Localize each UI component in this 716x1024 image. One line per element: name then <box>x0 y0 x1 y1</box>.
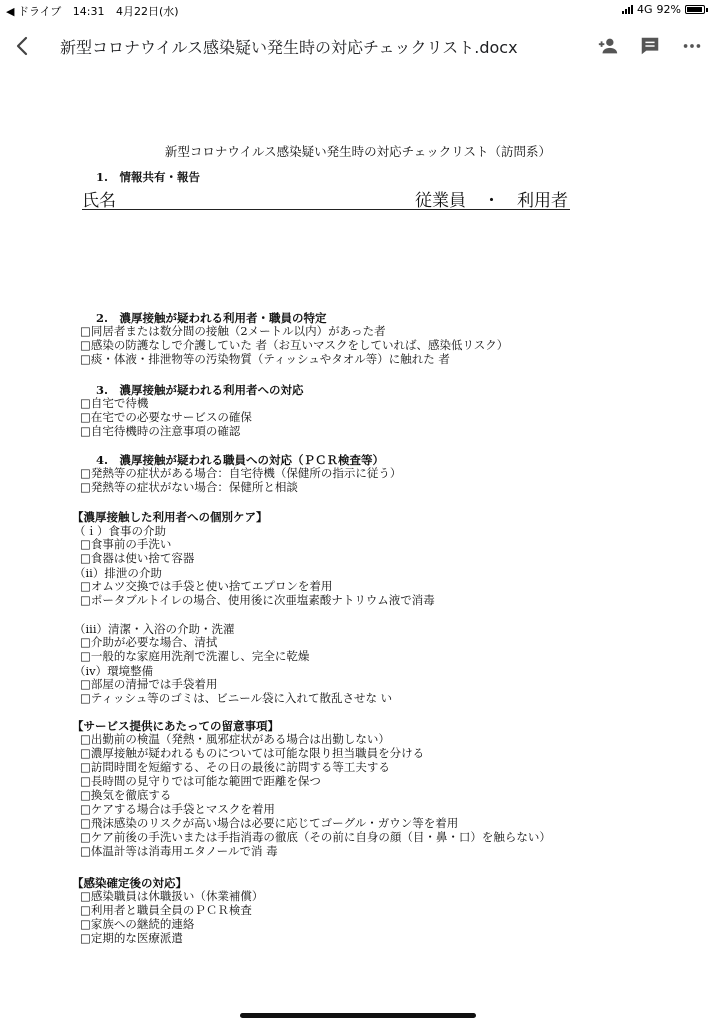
share-button[interactable] <box>594 32 622 60</box>
checklist-item: □感染の防護なしで介護していた 者（お互いマスクをしていれば、感染低リスク） <box>80 338 509 352</box>
signal-icon <box>622 5 633 14</box>
checklist-item: □痰・体液・排泄物等の汚染物質（ティッシュやタオル等）に触れた 者 <box>80 352 450 366</box>
checklist-item: □ティッシュ等のゴミは、ビニール袋に入れて散乱させな い <box>80 691 393 705</box>
roles-label: 従業員 ・ 利用者 <box>415 191 568 211</box>
checklist-item: □ケアする場合は手袋とマスクを着用 <box>80 802 275 816</box>
checklist-item: □ケア前後の手洗いまたは手指消毒の徹底（その前に自身の顔（目・鼻・口）を触らない） <box>80 830 551 844</box>
person-add-icon <box>597 35 619 57</box>
battery-icon <box>685 5 705 14</box>
checklist-item: □食事前の手洗い <box>80 537 172 551</box>
document-heading: 新型コロナウイルス感染疑い発生時の対応チェックリスト（訪問系） <box>164 144 552 159</box>
after-section-title: 【感染確定後の対応】 <box>72 876 187 890</box>
checklist-item: □発熱等の症状がない場合：保健所と相談 <box>80 480 298 494</box>
checklist-item: □自宅で待機 <box>80 396 149 410</box>
app-header <box>0 20 716 72</box>
checklist-item: □家族への継続的連絡 <box>80 917 195 931</box>
checklist-item: □濃厚接触が疑われるものについては可能な限り担当職員を分ける <box>80 746 425 760</box>
care-subheading: （iv）環境整備 <box>74 664 154 678</box>
battery-percent: 92% <box>656 3 681 16</box>
battery-cap <box>706 8 708 12</box>
checklist-item: □介助が必要な場合、清拭 <box>80 635 218 649</box>
checklist-item: □訪問時間を短縮する、その日の最後に訪問する等工夫する <box>80 760 390 774</box>
care-section-title: 【濃厚接触した利用者への個別ケア】 <box>72 510 268 524</box>
section3-title: 3. 濃厚接触が疑われる利用者への対応 <box>96 383 304 397</box>
more-horizontal-icon <box>681 35 703 57</box>
checklist-item: □体温計等は消毒用エタノールで消 毒 <box>80 844 278 858</box>
checklist-item: □一般的な家庭用洗剤で洗濯し、完全に乾燥 <box>80 649 310 663</box>
checklist-item: □食器は使い捨て容器 <box>80 551 195 565</box>
care-subheading: （ii）排泄の介助 <box>74 566 162 580</box>
comment-icon <box>639 35 661 57</box>
back-button[interactable] <box>8 32 36 60</box>
service-section-title: 【サービス提供にあたっての留意事項】 <box>72 719 279 733</box>
name-field-row <box>82 185 570 210</box>
checklist-item: □換気を徹底する <box>80 788 172 802</box>
status-date: 4月22日(水) <box>116 5 179 18</box>
section2-title: 2. 濃厚接触が疑われる利用者・職員の特定 <box>96 311 327 325</box>
name-label: 氏名 <box>82 191 116 211</box>
network-type: 4G <box>637 3 653 16</box>
status-bar <box>0 0 716 20</box>
care-subheading: （iii）清潔・入浴の介助・洗濯 <box>74 622 235 636</box>
checklist-item: □自宅待機時の注意事項の確認 <box>80 424 241 438</box>
home-indicator[interactable] <box>240 1013 476 1018</box>
checklist-item: □定期的な医療派遣 <box>80 931 183 945</box>
checklist-item: □オムツ交換では手袋と使い捨てエプロンを着用 <box>80 579 333 593</box>
checklist-item: □長時間の見守りでは可能な範囲で距離を保つ <box>80 774 321 788</box>
document-page <box>0 72 716 1024</box>
checklist-item: □出勤前の検温（発熱・風邪症状がある場合は出勤しない） <box>80 732 390 746</box>
section4-title: 4. 濃厚接触が疑われる職員への対応（ＰＣＲ検査等） <box>96 453 385 467</box>
checklist-item: □ポータブルトイレの場合、使用後に次亜塩素酸ナトリウム液で消毒 <box>80 593 435 607</box>
back-to-app-link[interactable]: ◀ ドライブ <box>6 5 62 18</box>
checklist-item: □部屋の清掃では手袋着用 <box>80 677 218 691</box>
more-options-button[interactable] <box>678 32 706 60</box>
checklist-item: □利用者と職員全員のＰＣＲ検査 <box>80 903 252 917</box>
chevron-left-icon <box>15 36 29 56</box>
checklist-item: □発熱等の症状がある場合：自宅待機（保健所の指示に従う） <box>80 466 402 480</box>
document-title: 新型コロナウイルス感染疑い発生時の対応チェックリスト.docx <box>60 38 518 57</box>
status-time: 14:31 <box>72 5 105 18</box>
checklist-item: □同居者または数分間の接触（2メートル以内）があった者 <box>80 324 386 338</box>
care-subheading: （ｉ）食事の介助 <box>74 524 166 538</box>
checklist-item: □在宅での必要なサービスの確保 <box>80 410 252 424</box>
checklist-item: □感染職員は休職扱い（休業補償） <box>80 889 264 903</box>
checklist-item: □飛沫感染のリスクが高い場合は必要に応じてゴーグル・ガウン等を着用 <box>80 816 459 830</box>
comments-button[interactable] <box>636 32 664 60</box>
section1-title: 1. 情報共有・報告 <box>96 170 201 184</box>
